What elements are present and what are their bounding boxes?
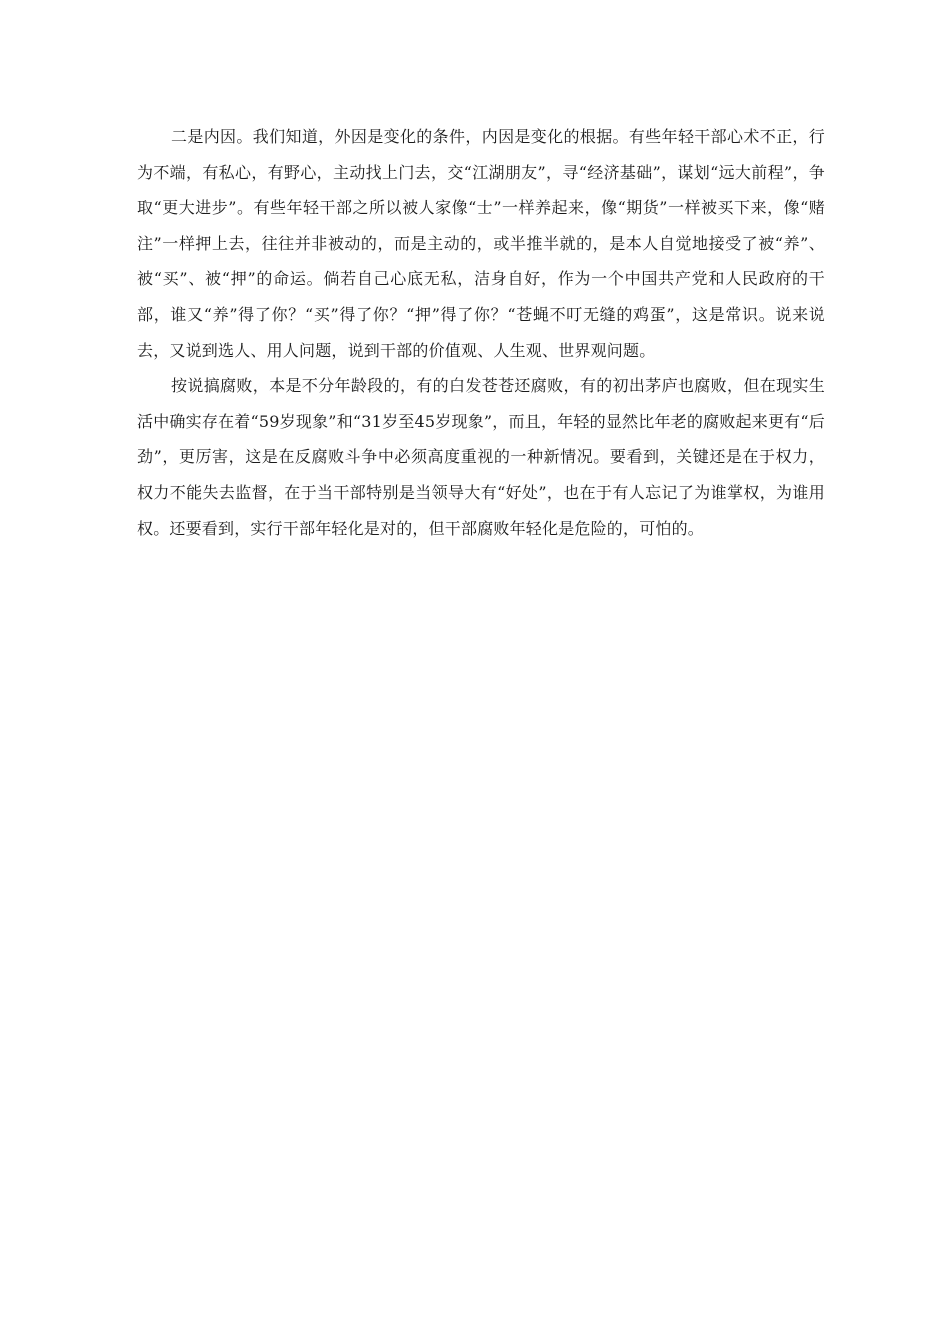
document-body	[137, 119, 825, 546]
paragraph-corruption-age: 按说搞腐败，本是不分年龄段的，有的白发苍苍还腐败，有的初出茅庐也腐败，但在现实生活中确实存在着“59岁现象”和“31岁至45岁现象”，而且，年轻的显然比年老的腐败起来更有“后劲”，更厉害，这是在反腐败斗争中必须高度重视的一种新情况。要看到，关键还是在于权力，权力不能失去监督，在于当干部特别是当领导大有“好处”，也在于有人忘记了为谁掌权，为谁用权。还要看到，实行干部年轻化是对的，但干部腐败年轻化是危险的，可怕的。	[137, 376, 825, 538]
paragraph-internal-cause: 二是内因。我们知道，外因是变化的条件，内因是变化的根据。有些年轻干部心术不正，行为不端，有私心，有野心，主动找上门去，交“江湖朋友”，寻“经济基础”，谋划“远大前程”，争取“更大进步”。有些年轻干部之所以被人家像“士”一样养起来，像“期货”一样被买下来，像“赌注”一样押上去，往往并非被动的，而是主动的，或半推半就的，是本人自觉地接受了被“养”、被“买”、被“押”的命运。倘若自己心底无私，洁身自好，作为一个中国共产党和人民政府的干部，谁又“养”得了你？“买”得了你？“押”得了你？“苍蝇不叮无缝的鸡蛋”，这是常识。说来说去，又说到选人、用人问题，说到干部的价值观、人生观、世界观问题。	[137, 127, 825, 360]
